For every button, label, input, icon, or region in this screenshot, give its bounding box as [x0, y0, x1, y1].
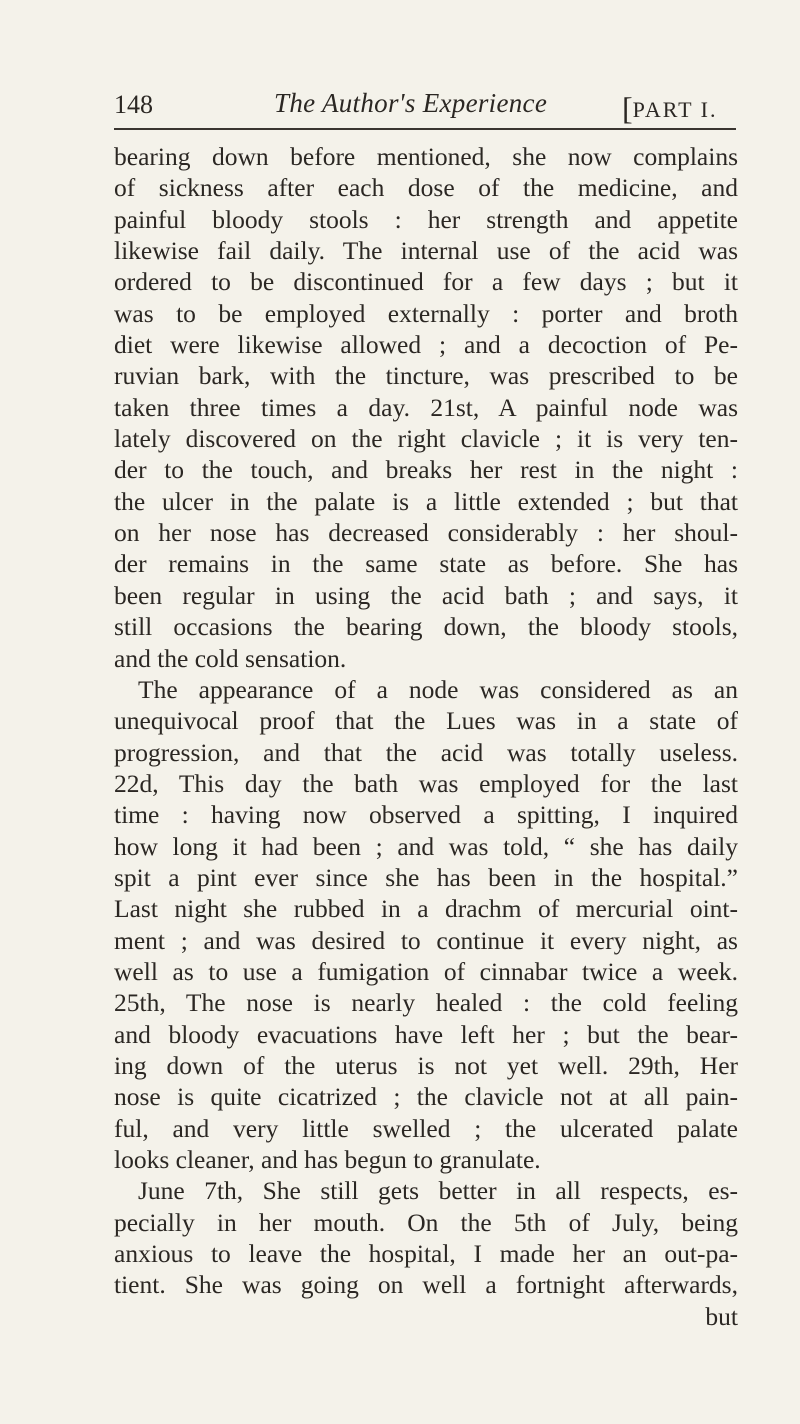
text-line: how long it had been ; and was told, “ she has daily: [114, 831, 738, 861]
body-text: [114, 141, 738, 1332]
catchword: but: [705, 1301, 738, 1331]
text-line: ing down of the uterus is not yet well. 29th, Her: [114, 1050, 738, 1080]
text-line: lately discovered on the right clavicle ; it is very ten-: [114, 424, 738, 454]
text-line: der remains in the same state as before. She has: [114, 549, 738, 579]
text-line: likewise fail daily. The internal use of the acid was: [114, 236, 738, 266]
text-line: painful bloody stools : her strength and appetite: [114, 204, 738, 234]
text-line: 22d, This day the bath was employed for the last: [114, 768, 738, 798]
text-line: looks cleaner, and has begun to granulate.: [114, 1145, 541, 1174]
text-line: 25th, The nose is nearly healed : the cold feeling: [114, 988, 738, 1018]
header-rule: [114, 128, 736, 130]
text-line: diet were likewise allowed ; and a decoction of Pe-: [114, 330, 738, 360]
text-line: unequivocal proof that the Lues was in a state of: [114, 706, 738, 736]
part-bracket: [: [622, 90, 633, 126]
text-line: pecially in her mouth. On the 5th of July, being: [114, 1207, 738, 1237]
text-line: The appearance of a node was considered as an: [138, 674, 738, 704]
text-line: and the cold sensation.: [114, 643, 347, 673]
text-line: of sickness after each dose of the medicine, and: [114, 173, 738, 203]
text-line: tient. She was going on well a fortnight afterwards,: [114, 1270, 738, 1300]
text-line: bearing down before mentioned, she now complains: [114, 142, 738, 171]
page-number: 148: [114, 90, 153, 119]
text-line: ruvian bark, with the tincture, was prescribed to be: [114, 361, 738, 391]
text-line: still occasions the bearing down, the bloody stools,: [114, 612, 738, 642]
text-line: on her nose has decreased considerably : her shoul-: [114, 518, 738, 548]
text-line: spit a pint ever since she has been in the hospital.”: [114, 862, 738, 892]
text-line: der to the touch, and breaks her rest in the night :: [114, 455, 738, 485]
text-line: ful, and very little swelled ; the ulcerated palate: [114, 1113, 738, 1143]
running-head: [114, 86, 736, 126]
text-line: progression, and that the acid was totally useless.: [114, 737, 738, 767]
text-line: nose is quite cicatrized ; the clavicle not at all pain-: [114, 1082, 738, 1112]
text-line: time : having now observed a spitting, I inquired: [114, 800, 738, 830]
text-line: was to be employed externally : porter and broth: [114, 298, 738, 328]
running-title: The Author's Experience: [274, 88, 548, 118]
text-line: Last night she rubbed in a drachm of mercurial oint-: [114, 894, 738, 924]
text-line: been regular in using the acid bath ; and says, it: [114, 580, 738, 610]
text-line: the ulcer in the palate is a little extended ; but that: [114, 486, 738, 516]
part-label: PART I.: [632, 97, 718, 122]
part-marker: [622, 88, 717, 125]
text-line: ordered to be discontinued for a few days ; but it: [114, 267, 738, 297]
text-line: taken three times a day. 21st, A painful node was: [114, 392, 738, 422]
text-line: well as to use a fumigation of cinnabar twice a week.: [114, 956, 738, 986]
text-line: anxious to leave the hospital, I made her an out-pa-: [114, 1239, 738, 1269]
text-line: and bloody evacuations have left her ; but the bear-: [114, 1019, 738, 1049]
text-line: ment ; and was desired to continue it every night, as: [114, 925, 738, 955]
text-line: June 7th, She still gets better in all respects, es-: [138, 1176, 738, 1206]
